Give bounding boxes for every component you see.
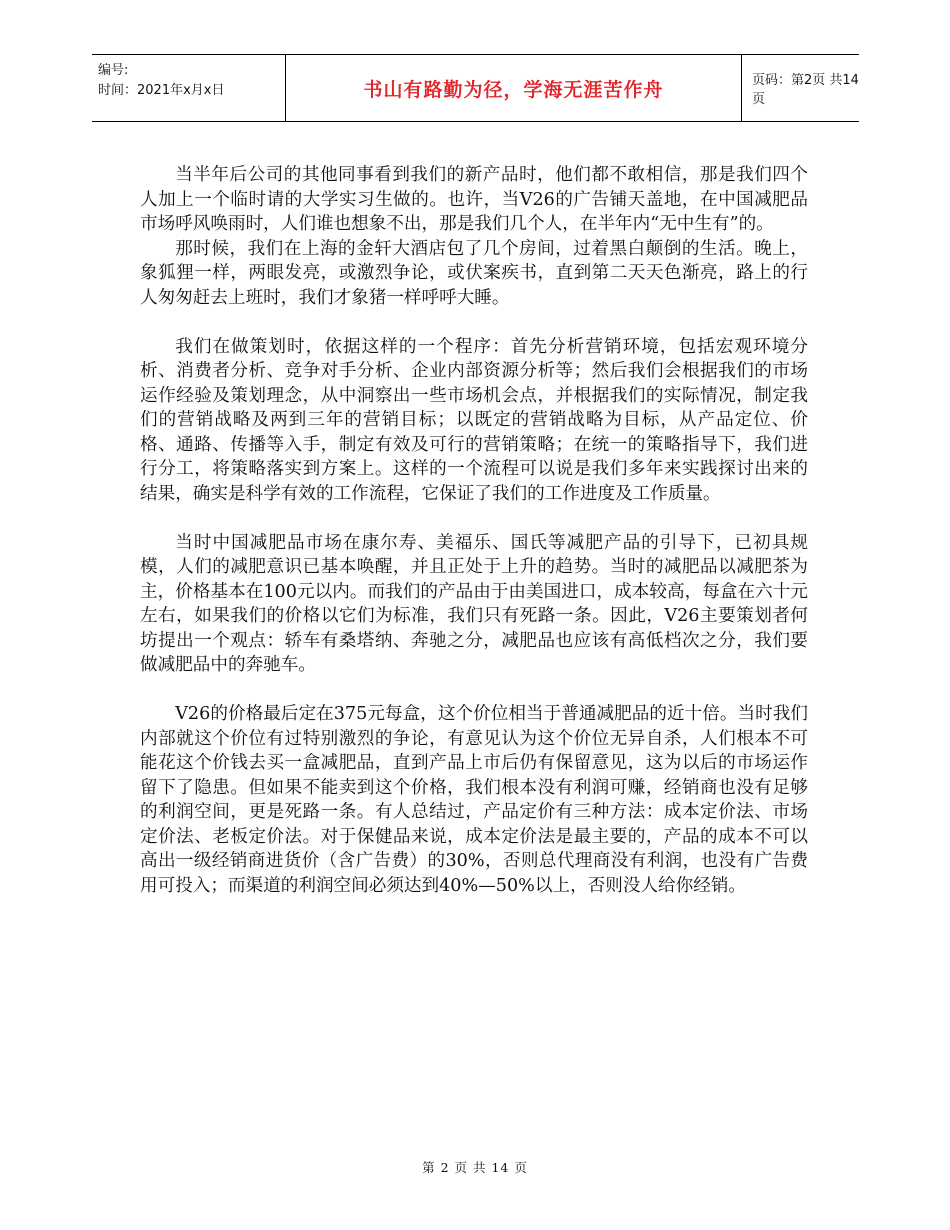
time-label: 时间：2021年x月x日 — [98, 83, 225, 98]
number-label: 编号: — [98, 63, 129, 78]
paragraph-2: 那时候，我们在上海的金轩大酒店包了几个房间，过着黑白颠倒的生活。晚上，象狐狸一样，两眼发亮，或激烈争论，或伏案疾书，直到第二天天色渐亮，路上的行人匆匆赶去上班时，我们才象猪一样呼呼大睡。 — [140, 238, 808, 308]
paragraph-3: 我们在做策划时，依据这样的一个程序：首先分析营销环境，包括宏观环境分析、消费者分析、竞争对手分析、企业内部资源分析等；然后我们会根据我们的市场运作经验及策划理念，从中洞察出一些市场机会点，并根据我们的实际情况，制定我们的营销战略及两到三年的营销目标；以既定的营销战略为目标，从产品定位、价格、通路、传播等入手，制定有效及可行的营销策略；在统一的策略指导下，我们进行分工，将策略落实到方案上。这样的一个流程可以说是我们多年来实践探讨出来的结果，确实是科学有效的工作流程，它保证了我们的工作进度及工作质量。 — [140, 336, 808, 504]
paragraph-1: 当半年后公司的其他同事看到我们的新产品时，他们都不敢相信，那是我们四个人加上一个临时请的大学实习生做的。也许，当V26的广告铺天盖地，在中国减肥品市场呼风唤雨时，人们谁也想象不出，那是我们几个人，在半年内“无中生有”的。 — [140, 165, 808, 234]
paragraph-5: V26的价格最后定在375元每盒，这个价位相当于普通减肥品的近十倍。当时我们内部就这个价位有过特别激烈的争论，有意见认为这个价位无异自杀，人们根本不可能花这个价钱去买一盒减肥品，直到产品上市后仍有保留意见，这为以后的市场运作留下了隐患。但如果不能卖到这个价格，我们根本没有利润可赚，经销商也没有足够的利润空间，更是死路一条。有人总结过，产品定价有三种方法：成本定价法、市场定价法、老板定价法。对于保健品来说，成本定价法是最主要的，产品的成本不可以高出一级经销商进货价（含广告费）的30%，否则总代理商没有利润，也没有广告费用可投入；而渠道的利润空间必须达到40%—50%以上，否则没人给你经销。 — [140, 704, 808, 896]
header-motto-cell — [285, 55, 742, 121]
page-header — [92, 54, 859, 122]
header-page-cell — [740, 55, 859, 121]
header-left-cell — [92, 55, 285, 121]
document-body — [140, 163, 808, 898]
page-label: 页码：第2页 共14页 — [752, 73, 859, 107]
motto: 书山有路勤为径，学海无涯苦作舟 — [363, 78, 664, 101]
paragraph-4: 当时中国减肥品市场在康尔寿、美福乐、国氏等减肥产品的引导下，已初具规模，人们的减肥意识已基本唤醒，并且正处于上升的趋势。当时的减肥品以减肥茶为主，价格基本在100元以内。而我们的产品由于由美国进口，成本较高，每盒在六十元左右，如果我们的价格以它们为标准，我们只有死路一条。因此，V26主要策划者何坊提出一个观点：轿车有桑塔纳、奔驰之分，减肥品也应该有高低档次之分，我们要做减肥品中的奔驰车。 — [140, 532, 808, 675]
page-footer: 第 2 页 共 14 页 — [422, 1160, 528, 1175]
